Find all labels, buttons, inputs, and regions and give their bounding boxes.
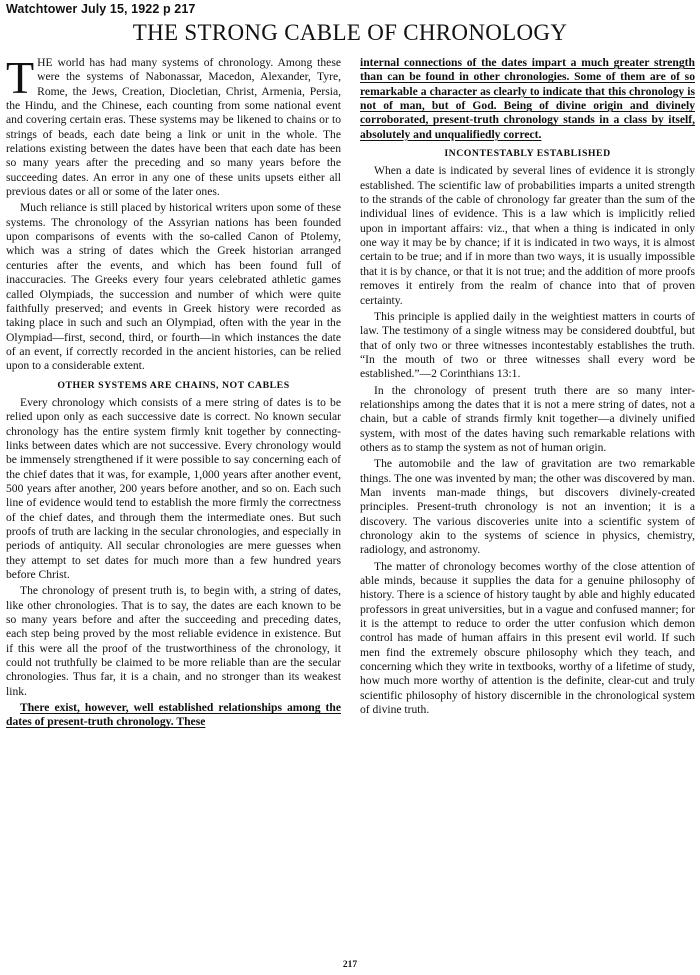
section-heading: INCONTESTABLY ESTABLISHED [444,148,611,160]
section-heading: OTHER SYSTEMS ARE CHAINS, NOT CABLES [57,379,290,391]
paragraph: Much reliance is still placed by historical writers upon some of these systems. The chronology of the Assyrian nations has been founded upon comparisons of events with the so-called Canon of Ptolemy, which was a string of dates which the Greek historian arranged centuries after the events, and which has been found full of inaccuracies. The Greeks every four years celebrated athletic games called Olympiads, the succession and number of which were quite faithfully preserved; and events in Greek history were recorded as taking place in such and such an Olympiad, often with the year in the Olympiad—first, second, third, or fourth—in which instances the date of an event, if correctly recorded in the ancient histories, can be relied upon to a considerable extent. [6,201,341,373]
source-citation: Watchtower July 15, 1922 p 217 [6,2,196,16]
right-column [360,56,695,719]
paragraph-underlined [360,56,695,142]
paragraph: The chronology of present truth is, to begin with, a string of dates, like other chronologies. That is to say, the dates are each known to be so many years before and after the succeeding and preceding dates, each step being proved by the most reliable evidence in existence. But if this were all the proof of the trustworthiness of the chronology, it could not truthfully be claimed to be more reliable than are the secular chronologies. Thus far, it is a chain, and no stronger than its weakest link. [6,584,341,698]
paragraph: In the chronology of present truth there are so many inter-relationships among the dates that it is not a mere string of dates, not a chain, but a cable of strands firmly knit together—a divinely unified system, with most of the dates having such remarkable relations with others as to stamp the system as not of human origin. [360,383,695,454]
paragraph-underlined [6,701,341,730]
underlined-text: There exist, however, well established relationships among the dates of present-truth chronology. These [6,701,341,729]
underlined-text: internal connections of the dates impart a much greater strength than can be found in other chronologies. Some of them are of so remarkable a character as clearly to indicate that this chronology is not of man, but of God. Being of divine origin and divinely corroborated, present-truth chronology stands in a class by itself, absolutely and unqualifiedly correct. [360,56,695,141]
left-column [6,52,341,732]
paragraph: The matter of chronology becomes worthy of the close attention of able minds, because it supplies the data for a genuine philosophy of history. There is a science of history taught by able and highly educated professors in great universities, but in a vague and confused manner; for it is the attempt to reduce to order the utter confusion which demon control has made of human affairs in this present evil world. If such men find the extremely obscure philosophy which they teach, and concerning which they write in textbooks, worthy of a lifetime of study, how much more worthy of attention is the definite, clear-cut and truly scientific philosophy of history discernible in the chronological system of divine truth. [360,559,695,717]
paragraph: This principle is applied daily in the weightiest matters in courts of law. The testimony of a single witness may be considered doubtful, but that of only two or three witnesses incontestably establishes the truth. “In the mouth of two or three witnesses shall every word be established.”—2 Corinthians 13:1. [360,309,695,381]
paragraph: The automobile and the law of gravitation are two remarkable things. The one was invented by man; the other was discovered by man. Man invents man-made things, but discovers divinely-created principles. Present-truth chronology is not an invention; it is a discovery. The various discoveries unite into a scientific system of chronology akin to the systems of science in physics, chemistry, radiology, and astronomy. [360,457,695,557]
drop-cap: T [6,52,35,103]
paragraph: When a date is indicated by several lines of evidence it is strongly established. The scientific law of probabilities imparts a united strength to the strands of the cable of chronology far greater than the sum of the individual lines of evidence. This is a law which is implicitly relied upon in important affairs: viz., that when a thing is indicated in only one way it may be by chance; if it is indicated in two ways, it is almost certain to be true; and if in more than two ways, it is usually impossible that it is by chance, or that it is not true; and the addition of more proofs removes it entirely from the realm of chance into that of proven certainty. [360,164,695,307]
paragraph-text: HE world has had many systems of chronology. Among these were the systems of Nabonassar, Macedon, Alexander, Tyre, Rome, the Jews, Creation, Diocletian, Christ, Armenia, Persia, the Hindu, and the Chinese, each counting from some national event and covering certain eras. These systems may be likened to chains or to strings of beads, each date being a link or unit in the whole. The relations existing between the dates have been that each date has been so many years after the preceding and so many years before the succeeding dates. An error in any one of these units upsets either all previous dates or all or some of the later ones. [6,56,341,199]
article-title: THE STRONG CABLE OF CHRONOLOGY [132,20,568,45]
page-number: 217 [342,960,358,970]
paragraph: Every chronology which consists of a mere string of dates is to be relied upon only as each successive date is correct. No known secular chronology has the entire system firmly knit together by connecting-links between dates which are not successive. Every chronology would be immensely strengthened if it were possible to say concerning each of the chief dates that it was, for example, 1,000 years after another event, 500 years after another, 200 years before another, and so on. Each such line of evidence would tend to establish the more firmly the correctness of the chief dates, and through them the intermediate ones. But such proofs of truth are lacking in the secular chronologies, and especially in periods of antiquity. All secular chronologies are mere guesses when they attempt to set dates for much more than a few hundred years before Christ. [6,395,341,582]
paragraph-intro [6,52,341,199]
